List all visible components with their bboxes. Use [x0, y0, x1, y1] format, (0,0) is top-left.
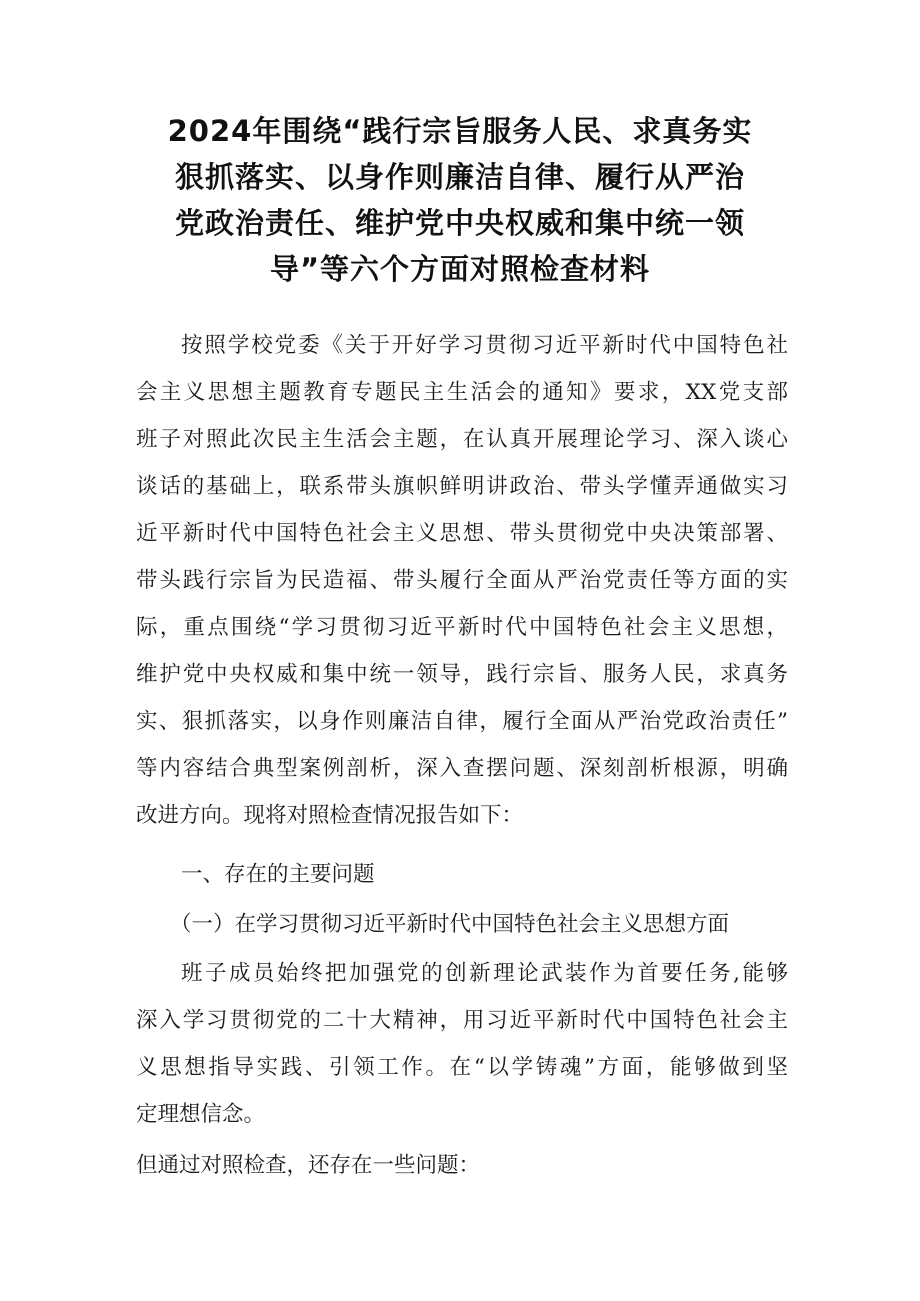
paragraph-line: 会主义思想主题教育专题民主生活会的通知》要求，XX党支部	[136, 380, 788, 405]
paragraph-line: 实、狠抓落实，以身作则廉洁自律，履行全面从严治党政治责任”	[136, 709, 788, 734]
paragraph-line: 按照学校党委《关于开好学习贯彻习近平新时代中国特色社	[181, 333, 788, 358]
closing-line: 但通过对照检查，还存在一些问题：	[136, 1153, 481, 1178]
subsection-heading-text: （一）在学习贯彻习近平新时代中国特色社会主义思想方面	[170, 912, 730, 937]
paragraph-line: 班子成员始终把加强党的创新理论武装作为首要任务,能够	[181, 961, 788, 986]
paragraph-line: 际，重点围绕“学习贯彻习近平新时代中国特色社会主义思想，	[136, 615, 788, 640]
title-line: 2024年围绕“践行宗旨服务人民、求真务实	[167, 114, 753, 148]
paragraph-line: 等内容结合典型案例剖析，深入查摆问题、深刻剖析根源，明确	[136, 756, 788, 781]
paragraph-line: 近平新时代中国特色社会主义思想、带头贯彻党中央决策部署、	[136, 521, 788, 546]
title-line: 导”等六个方面对照检查材料	[269, 252, 651, 286]
section-heading-text: 一、存在的主要问题	[181, 862, 375, 887]
section-heading	[136, 851, 788, 898]
paragraph-line: 定理想信念。	[136, 1102, 266, 1127]
paragraph-line: 维护党中央权威和集中统一领导，践行宗旨、服务人民，求真务	[136, 662, 788, 687]
paragraph-line: 义思想指导实践、引领工作。在“以学铸魂”方面，能够做到坚	[136, 1055, 788, 1080]
paragraph-line: 改进方向。现将对照检查情况报告如下：	[136, 803, 524, 828]
paragraph-line: 深入学习贯彻党的二十大精神，用习近平新时代中国特色社会主	[136, 1008, 788, 1033]
paragraph-line: 谈话的基础上，联系带头旗帜鲜明讲政治、带头学懂弄通做实习	[136, 474, 788, 499]
title-line: 党政治责任、维护党中央权威和集中统一领	[174, 206, 745, 240]
paragraph-line: 带头践行宗旨为民造福、带头履行全面从严治党责任等方面的实	[136, 568, 788, 593]
closing-paragraph	[136, 1142, 788, 1189]
document-title	[120, 108, 800, 292]
body-paragraph	[136, 950, 788, 1138]
subsection-heading	[136, 901, 788, 948]
intro-paragraph	[136, 322, 788, 839]
title-line: 狠抓落实、以身作则廉洁自律、履行从严治	[174, 160, 745, 194]
paragraph-line: 班子对照此次民主生活会主题，在认真开展理论学习、深入谈心	[136, 427, 788, 452]
